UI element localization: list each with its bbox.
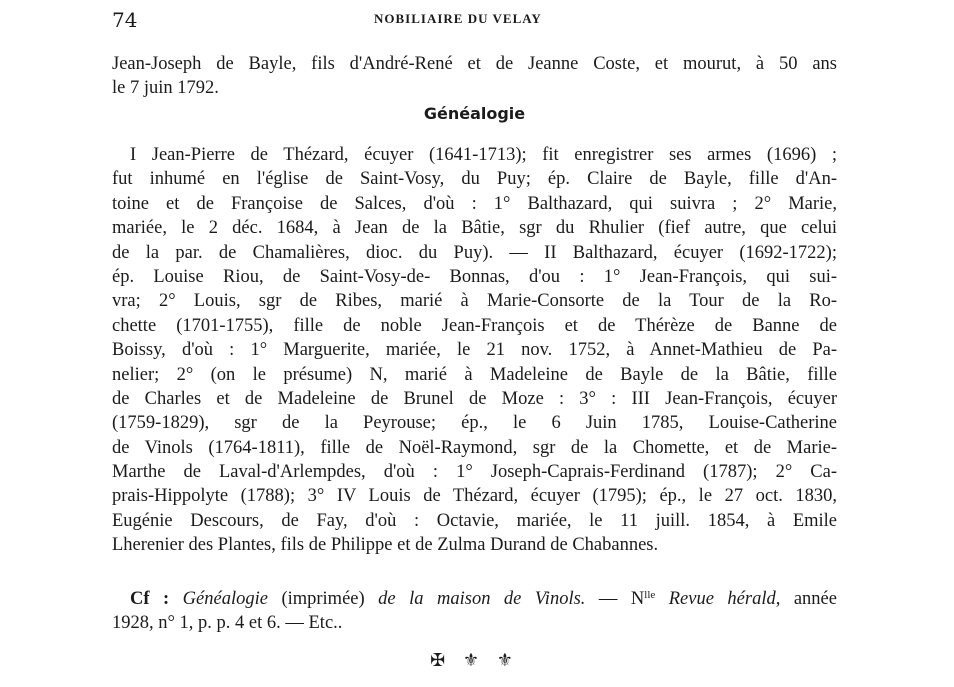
text-line: de Vinols (1764-1811), fille de Noël-Raymond, sgr de la Chomette, et de Marie-	[112, 437, 837, 458]
reference-note: , année	[775, 589, 837, 609]
reference-superscript: lle	[644, 589, 656, 601]
reference-title: Revue hérald	[655, 589, 776, 609]
text-line: I Jean-Pierre de Thézard, écuyer (1641-1713); fit enregistrer ses armes (1696) ;	[130, 145, 837, 165]
text-line: toine et de Françoise de Salces, d'où : 1° Balthazard, qui suivra ; 2° Marie,	[112, 193, 837, 214]
cf-label: Cf :	[130, 589, 170, 609]
section-title: Généalogie	[423, 104, 526, 123]
text-line: Boissy, d'où : 1° Marguerite, mariée, le 21 nov. 1752, à Annet-Mathieu de Pa-	[112, 340, 837, 361]
references-line: 1928, n° 1, p. p. 4 et 6. — Etc..	[112, 613, 343, 634]
text-line: Eugénie Descours, de Fay, d'où : Octavie, mariée, le 11 juill. 1854, à Emile	[112, 510, 837, 531]
text-line: de Charles et de Madeleine de Brunel de Moze : 3° : III Jean-François, écuyer	[112, 388, 837, 409]
text-line: le 7 juin 1792.	[112, 78, 219, 99]
references-line	[112, 587, 837, 611]
reference-separator: — N	[585, 589, 645, 609]
text-line: ép. Louise Riou, de Saint-Vosy-de- Bonnas, d'ou : 1° Jean-François, qui sui-	[112, 266, 837, 287]
text-line: prais-Hippolyte (1788); 3° IV Louis de Thézard, écuyer (1795); ép., le 27 oct. 1830,	[112, 486, 837, 507]
text-line: Jean-Joseph de Bayle, fils d'André-René et de Jeanne Coste, et mourut, à 50 ans	[112, 54, 837, 74]
page-header	[112, 8, 837, 34]
text-line: chette (1701-1755), fille de noble Jean-François et de Thérèze de Banne de	[112, 315, 837, 336]
reference-title: de la maison de Vinols.	[378, 589, 586, 609]
references-paragraph	[112, 587, 837, 636]
text-line: nelier; 2° (on le présume) N, marié à Madeleine de Bayle de la Bâtie, fille	[112, 364, 837, 385]
intro-paragraph	[112, 52, 837, 101]
text-line: de la par. de Chamalières, dioc. du Puy). — II Balthazard, écuyer (1692-1722);	[112, 242, 837, 263]
running-title: NOBILIAIRE DU VELAY	[374, 11, 542, 26]
text-line: (1759-1829), sgr de la Peyrouse; ép., le 6 Juin 1785, Louise-Catherine	[112, 413, 837, 434]
fleur-de-lis-ornament-icon: ✠ ⚜ ⚜	[430, 650, 519, 671]
text-line: vra; 2° Louis, sgr de Ribes, marié à Marie-Consorte de la Tour de la Ro-	[112, 291, 837, 312]
text-line: mariée, le 2 déc. 1684, à Jean de la Bâtie, sgr du Rhulier (fief autre, que celui	[112, 218, 837, 239]
text-line: fut inhumé en l'église de Saint-Vosy, du Puy; ép. Claire de Bayle, fille d'An-	[112, 169, 837, 190]
genealogy-paragraph	[112, 143, 837, 558]
text-line: Lherenier des Plantes, fils de Philippe et de Zulma Durand de Chabannes.	[112, 535, 659, 556]
text-line: Marthe de Laval-d'Arlempdes, d'où : 1° Joseph-Caprais-Ferdinand (1787); 2° Ca-	[112, 462, 837, 483]
reference-note: (imprimée)	[267, 589, 379, 609]
page-number: 74	[112, 8, 138, 32]
reference-title: Généalogie	[182, 589, 268, 609]
